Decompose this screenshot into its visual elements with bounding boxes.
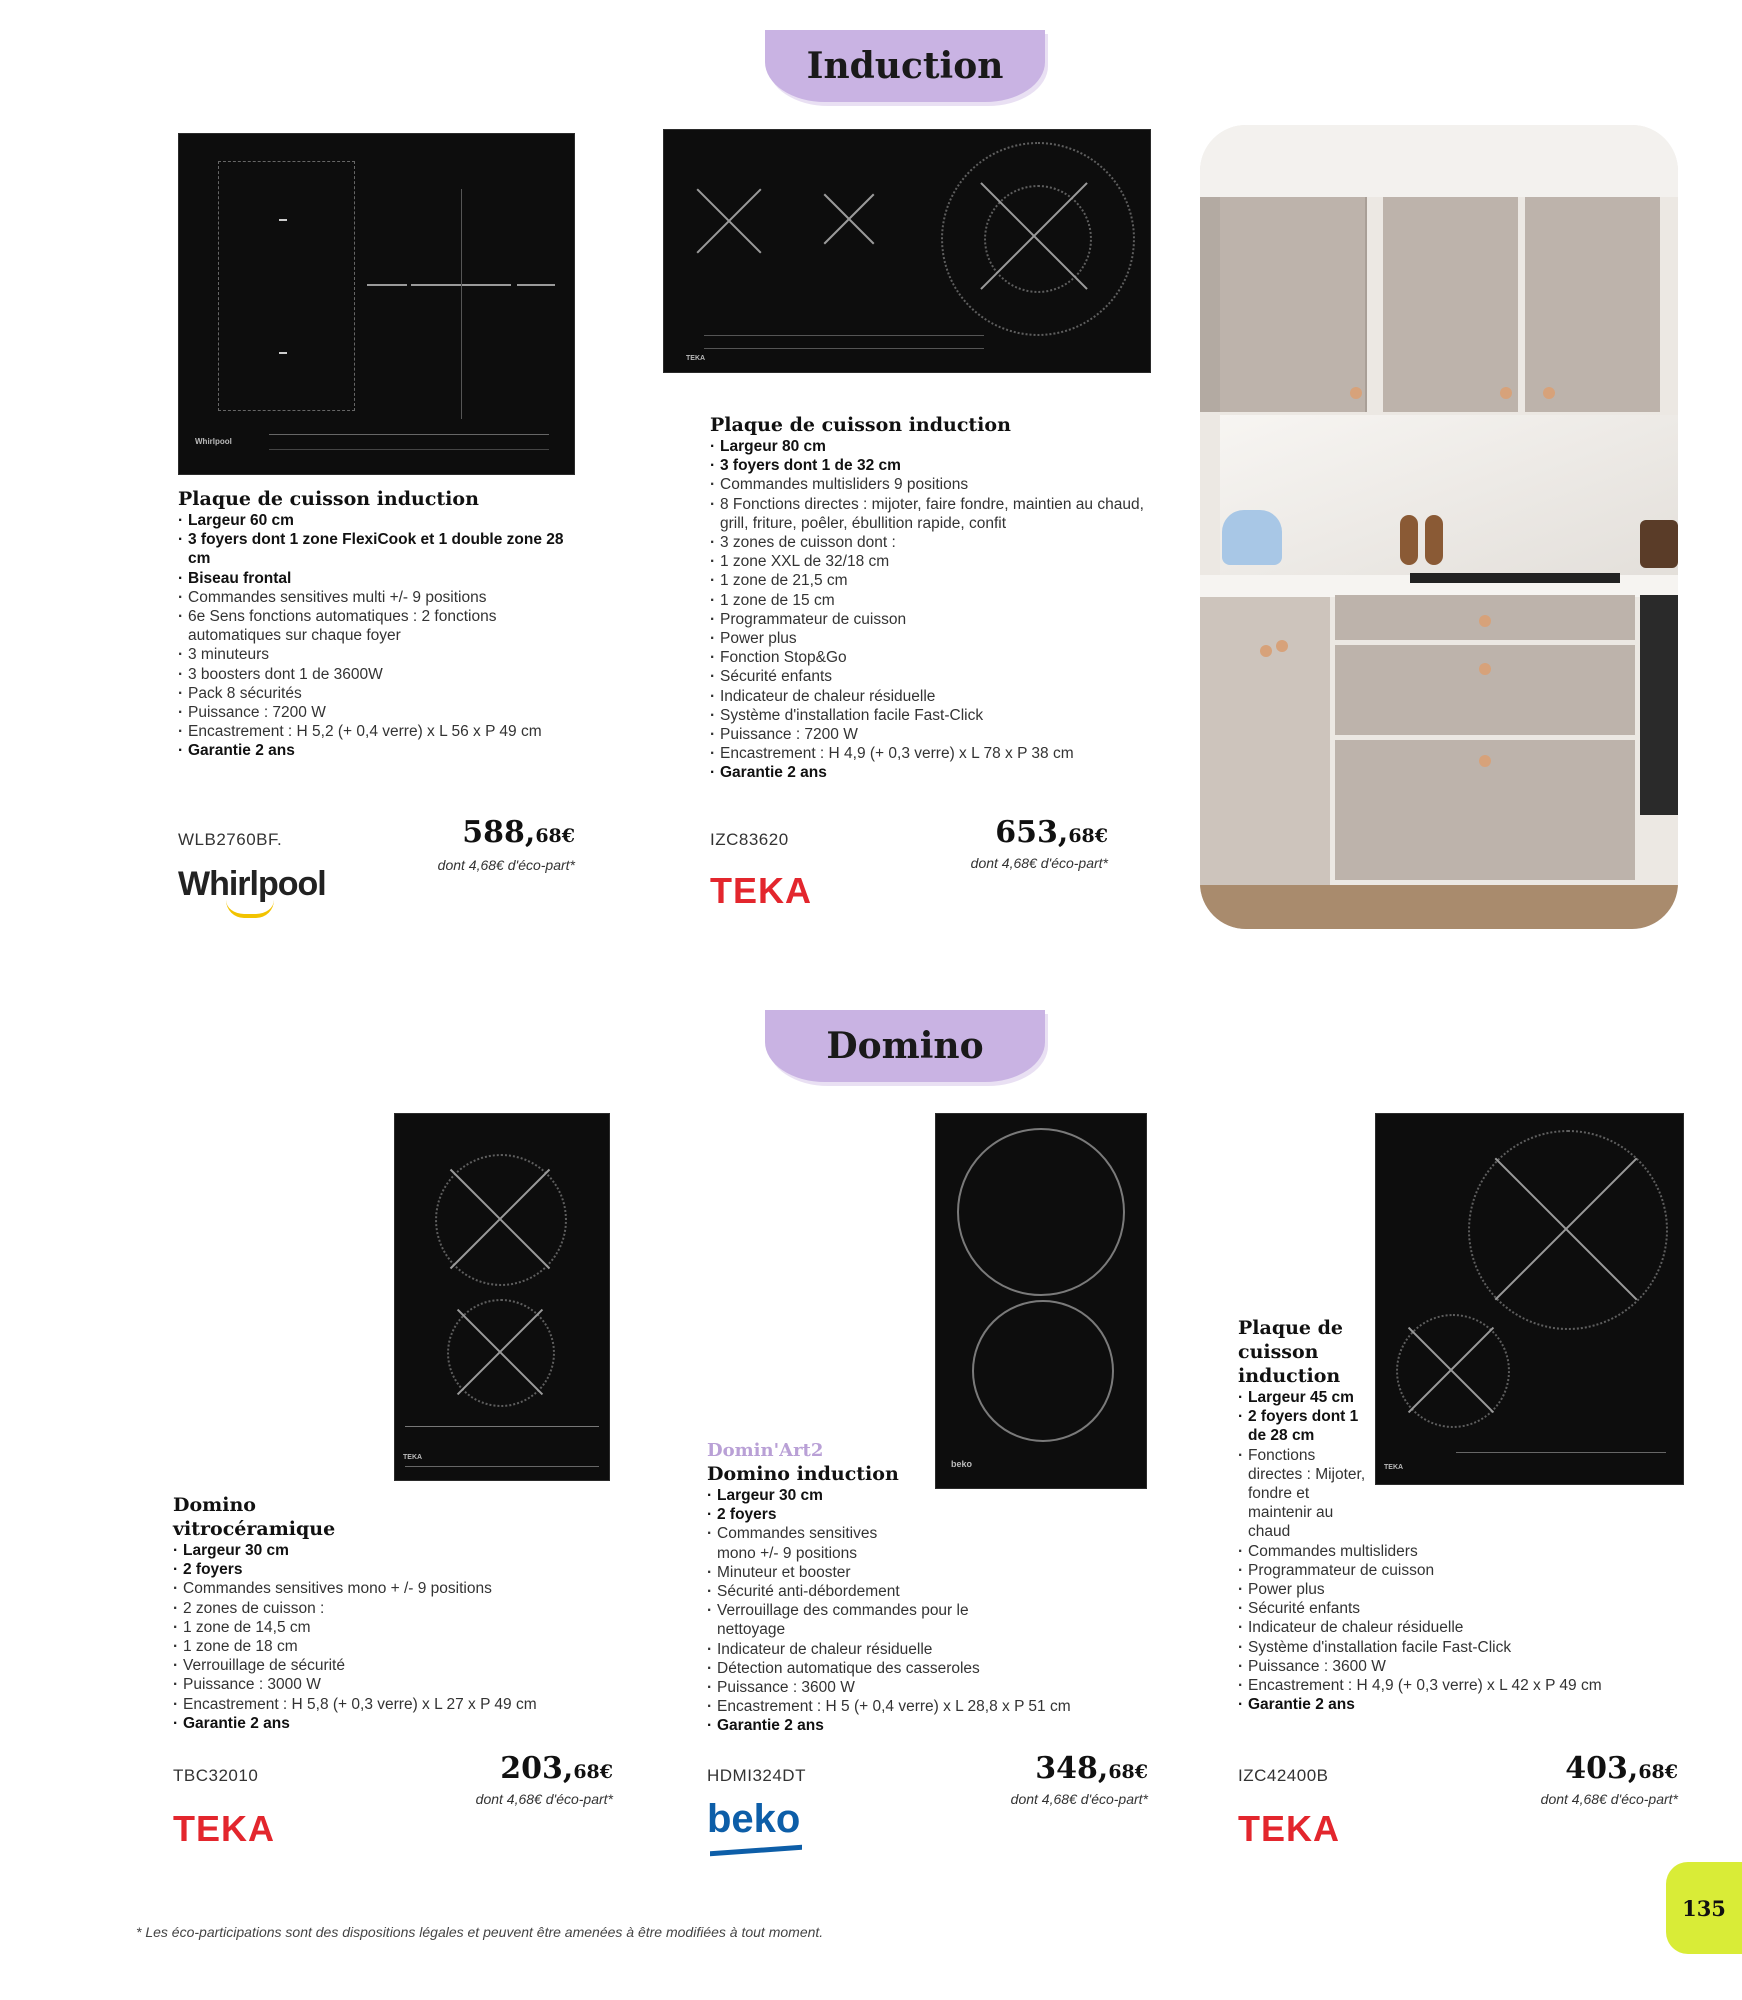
spec-item: · 1 zone de 21,5 cm — [710, 571, 1150, 590]
spec-list — [710, 437, 1150, 783]
teka-logo: TEKA — [1238, 1808, 1340, 1849]
spec-item: · 6e Sens fonctions automatiques : 2 fonctions automatiques sur chaque foyer — [178, 607, 588, 645]
spec-item: · Biseau frontal — [178, 569, 588, 588]
spec-item: · Power plus — [1238, 1580, 1678, 1599]
spec-item: · 8 Fonctions directes : mijoter, faire fondre, maintien au chaud, grill, friture, poêler, ébullition rapide, confit — [710, 495, 1150, 533]
product-description-5 — [1238, 1316, 1678, 1714]
spec-item: · Sécurité enfants — [1238, 1599, 1678, 1618]
panel-brand-label: TEKA — [403, 1454, 423, 1461]
eco-participation: dont 4,68€ d'éco-part* — [1010, 1791, 1148, 1807]
spec-item: · Fonction Stop&Go — [710, 648, 1150, 667]
spec-item: · Programmateur de cuisson — [1238, 1561, 1678, 1580]
spec-item: · Indicateur de chaleur résiduelle — [710, 687, 1150, 706]
spec-item: · Encastrement : H 4,9 (+ 0,3 verre) x L 78 x P 38 cm — [710, 744, 1150, 763]
spec-item: · Verrouillage de sécurité — [173, 1656, 593, 1675]
spec-item: · Encastrement : H 5 (+ 0,4 verre) x L 28,8 x P 51 cm — [707, 1697, 1127, 1716]
spec-list — [178, 511, 588, 761]
spec-item: · Encastrement : H 5,2 (+ 0,4 verre) x L 56 x P 49 cm — [178, 722, 588, 741]
spec-item: · 3 foyers dont 1 de 32 cm — [710, 456, 1150, 475]
spec-item: · Commandes sensitives multi +/- 9 positions — [178, 588, 588, 607]
spec-item: · Garantie 2 ans — [707, 1716, 1127, 1735]
spec-item: · 3 zones de cuisson dont : — [710, 533, 1150, 552]
product-image-whirlpool-cooktop[interactable] — [178, 133, 575, 475]
spec-item: · Garantie 2 ans — [710, 763, 1150, 782]
product-title: Plaque de cuisson induction — [178, 488, 479, 510]
teka-logo: TEKA — [173, 1808, 275, 1849]
product-description-2 — [710, 413, 1150, 783]
product-price: 588,68€ — [462, 815, 575, 850]
product-price: 348,68€ — [1035, 1751, 1148, 1786]
spec-item: · Pack 8 sécurités — [178, 684, 588, 703]
product-ref: TBC32010 — [173, 1766, 259, 1785]
section-title: Domino — [826, 1025, 984, 1067]
spec-item: · 2 foyers — [173, 1560, 593, 1579]
product-image-teka-domino-vitro[interactable] — [394, 1113, 610, 1481]
footnote: * Les éco-participations sont des dispositions légales et peuvent être amenées à être modifiées à tout moment. — [136, 1924, 824, 1940]
spec-item: · Garantie 2 ans — [173, 1714, 593, 1733]
product-price: 653,68€ — [995, 815, 1108, 850]
spec-list — [173, 1541, 593, 1733]
spec-item: · 3 boosters dont 1 de 3600W — [178, 665, 588, 684]
spec-item: · 2 foyers — [707, 1505, 1127, 1524]
spec-item: · Système d'installation facile Fast-Click — [710, 706, 1150, 725]
spec-item: · Garantie 2 ans — [1238, 1695, 1678, 1714]
spec-item: · Commandes sensitives mono +/- 9 positions — [707, 1524, 917, 1562]
spec-item: · 3 foyers dont 1 zone FlexiCook et 1 double zone 28 cm — [178, 530, 588, 568]
spec-item: · Puissance : 7200 W — [710, 725, 1150, 744]
eco-participation: dont 4,68€ d'éco-part* — [970, 855, 1108, 871]
section-header-domino — [765, 1010, 1045, 1082]
teka-logo: TEKA — [710, 870, 812, 911]
spec-item: · Largeur 80 cm — [710, 437, 1150, 456]
spec-item: · Puissance : 3000 W — [173, 1675, 593, 1694]
kitchen-photo — [1200, 125, 1678, 929]
spec-item: · Verrouillage des commandes pour le nettoyage — [707, 1601, 977, 1639]
product-price: 403,68€ — [1565, 1751, 1678, 1786]
panel-brand-label: Whirlpool — [195, 437, 232, 446]
spec-item: · 1 zone de 18 cm — [173, 1637, 593, 1656]
product-title: Plaque de cuisson induction — [1238, 1317, 1343, 1387]
spec-list — [1238, 1388, 1678, 1714]
spec-item: · Encastrement : H 5,8 (+ 0,3 verre) x L 27 x P 49 cm — [173, 1695, 593, 1714]
product-price: 203,68€ — [500, 1751, 613, 1786]
spec-item: · Minuteur et booster — [707, 1563, 1127, 1582]
spec-item: · Commandes multisliders 9 positions — [710, 475, 1150, 494]
spec-item: · Puissance : 3600 W — [1238, 1657, 1678, 1676]
spec-item: · 2 foyers dont 1 de 28 cm — [1238, 1407, 1368, 1445]
spec-item: · Puissance : 3600 W — [707, 1678, 1127, 1697]
panel-brand-label: TEKA — [686, 355, 706, 362]
product-image-teka-80cm-cooktop[interactable] — [663, 129, 1151, 373]
beko-underline-icon — [710, 1845, 802, 1856]
spec-item: · 1 zone XXL de 32/18 cm — [710, 552, 1150, 571]
eco-participation: dont 4,68€ d'éco-part* — [475, 1791, 613, 1807]
spec-item: · Commandes multisliders — [1238, 1542, 1678, 1561]
spec-item: · 1 zone de 14,5 cm — [173, 1618, 593, 1637]
panel-brand-label: beko — [951, 1459, 973, 1469]
spec-item: · Largeur 30 cm — [173, 1541, 593, 1560]
whirlpool-logo: Whirlpool — [178, 865, 326, 903]
page-number-badge — [1666, 1862, 1742, 1954]
product-description-4 — [707, 1440, 1127, 1736]
spec-item: · Puissance : 7200 W — [178, 703, 588, 722]
spec-item: · Indicateur de chaleur résiduelle — [1238, 1618, 1678, 1637]
spec-item: · Fonctions directes : Mijoter, fondre et maintenir au chaud — [1238, 1446, 1368, 1542]
spec-item: · 2 zones de cuisson : — [173, 1599, 593, 1618]
section-title: Induction — [806, 45, 1004, 87]
spec-item: · 1 zone de 15 cm — [710, 591, 1150, 610]
spec-item: · 3 minuteurs — [178, 645, 588, 664]
spec-item: · Commandes sensitives mono + /- 9 positions — [173, 1579, 593, 1598]
spec-item: · Programmateur de cuisson — [710, 610, 1150, 629]
spec-item: · Détection automatique des casseroles — [707, 1659, 1127, 1678]
spec-item: · Garantie 2 ans — [178, 741, 588, 760]
product-ref: IZC42400B — [1238, 1766, 1329, 1785]
spec-item: · Largeur 30 cm — [707, 1486, 1127, 1505]
section-header-induction — [765, 30, 1045, 102]
spec-item: · Sécurité enfants — [710, 667, 1150, 686]
product-ref: HDMI324DT — [707, 1766, 806, 1785]
product-ref: WLB2760BF. — [178, 830, 283, 849]
spec-item: · Largeur 60 cm — [178, 511, 588, 530]
spec-item: · Largeur 45 cm — [1238, 1388, 1678, 1407]
product-ref: IZC83620 — [710, 830, 789, 849]
spec-item: · Power plus — [710, 629, 1150, 648]
panel-brand-label: TEKA — [1384, 1464, 1404, 1471]
beko-logo: beko — [707, 1797, 801, 1841]
product-image-beko-domino-induction[interactable] — [935, 1113, 1147, 1489]
whirlpool-swoosh-icon — [226, 900, 274, 918]
product-description-1 — [178, 487, 588, 761]
product-title: Domino induction — [707, 1463, 899, 1485]
spec-item: · Encastrement : H 4,9 (+ 0,3 verre) x L 42 x P 49 cm — [1238, 1676, 1678, 1695]
spec-list — [707, 1486, 1127, 1736]
page-number: 135 — [1682, 1895, 1726, 1921]
product-title: Domino vitrocéramique — [173, 1494, 336, 1540]
spec-item: · Système d'installation facile Fast-Click — [1238, 1638, 1678, 1657]
eco-participation: dont 4,68€ d'éco-part* — [437, 857, 575, 873]
product-description-3 — [173, 1493, 593, 1733]
eco-participation: dont 4,68€ d'éco-part* — [1540, 1791, 1678, 1807]
product-title: Plaque de cuisson induction — [710, 414, 1011, 436]
product-series: Domin'Art2 — [707, 1440, 824, 1461]
spec-item: · Sécurité anti-débordement — [707, 1582, 1127, 1601]
spec-item: · Indicateur de chaleur résiduelle — [707, 1640, 1127, 1659]
